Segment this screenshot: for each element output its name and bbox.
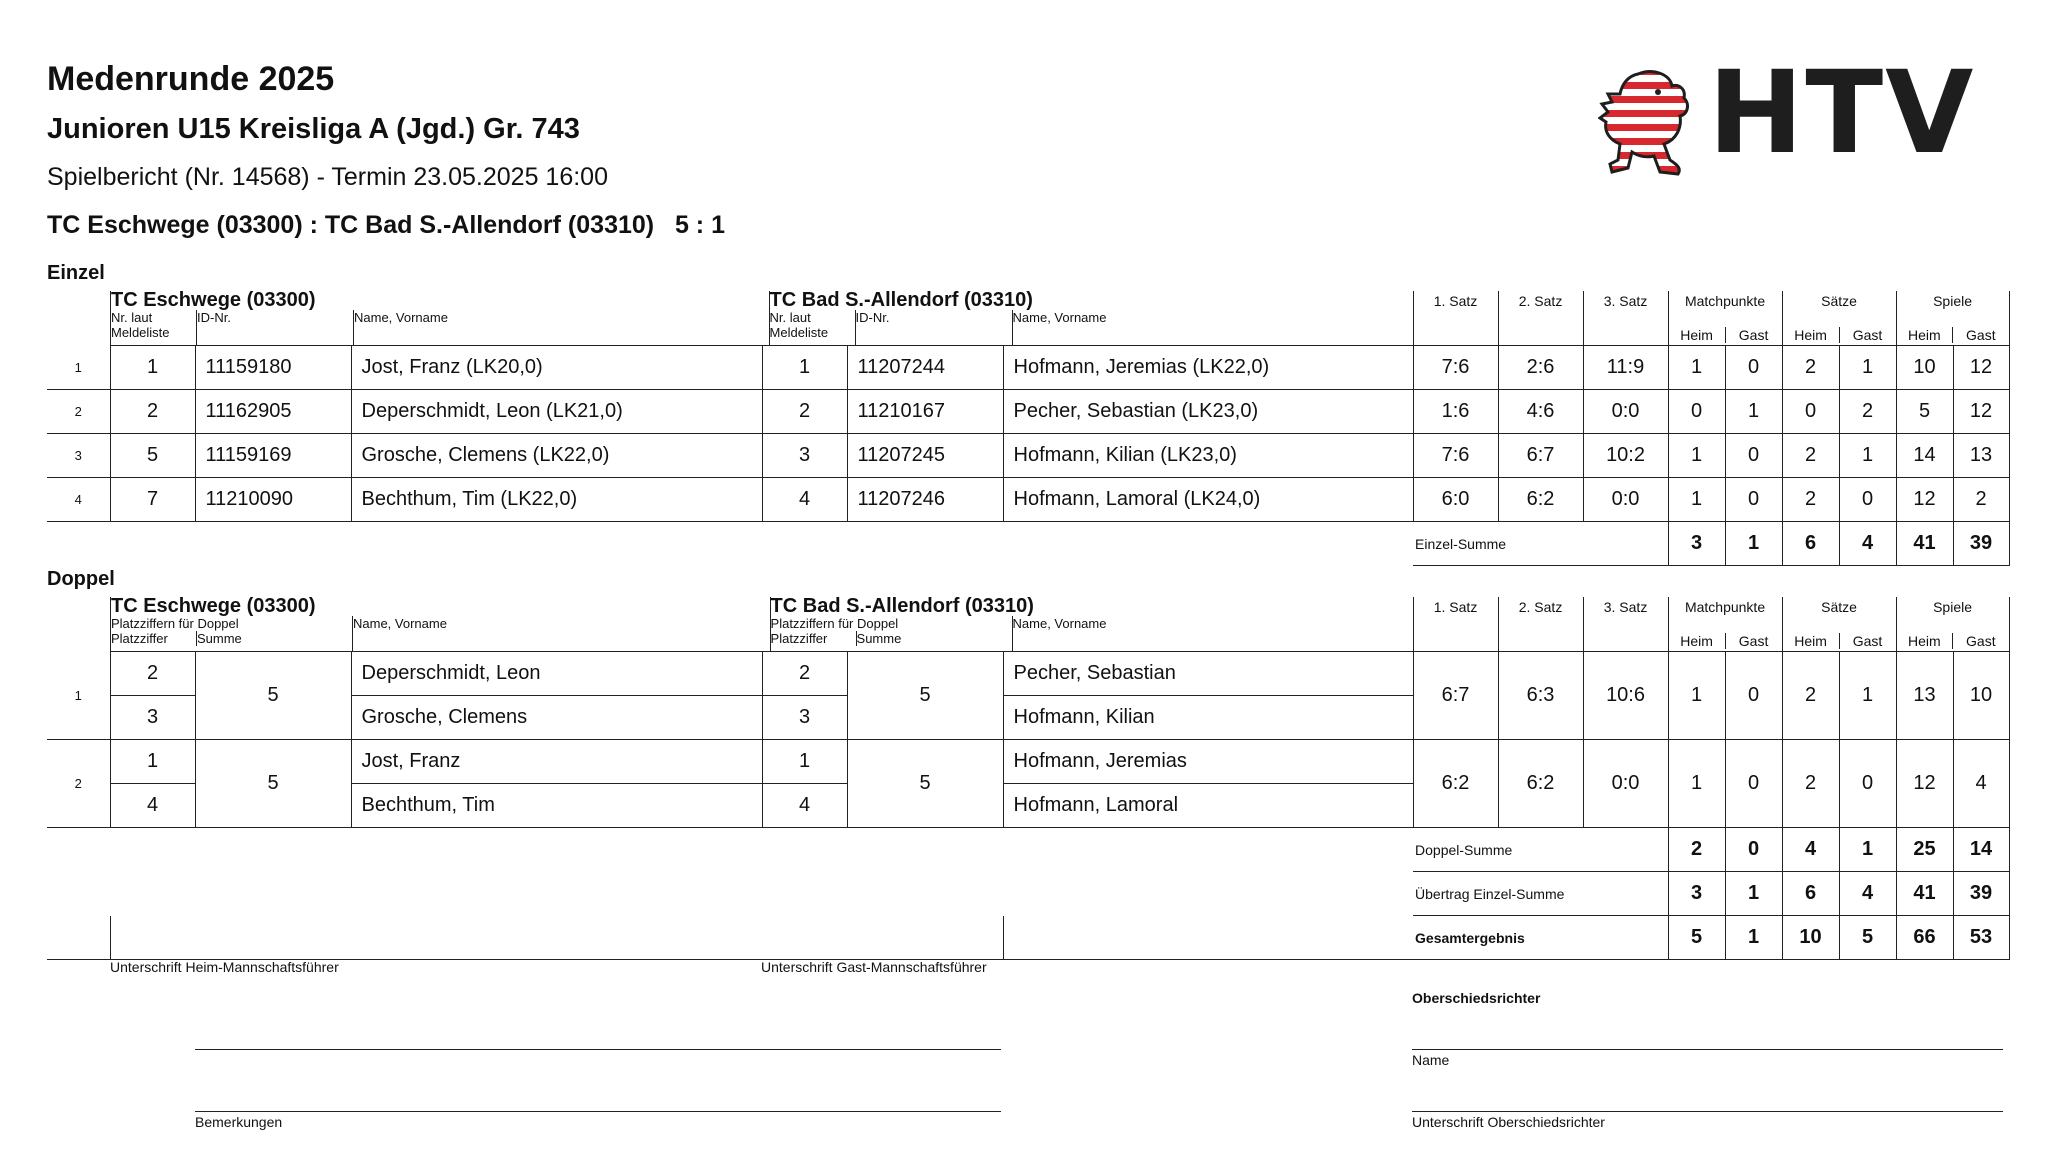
saetze-gast: 1 [1839,434,1896,478]
spiele-gast: 12 [1953,390,2009,434]
satz1-header: 1. Satz [1413,597,1498,652]
spiele-heim: 12 [1896,478,1953,522]
satz3-header: 3. Satz [1583,597,1668,652]
guest-team-name: TC Bad S.-Allendorf (03310) [770,597,1034,617]
heim-label: Heim [1680,327,1713,343]
guest-summe: 5 [847,740,1003,828]
uebertrag-row [47,872,2009,916]
matchpunkte-heim: 1 [1668,346,1725,390]
heim-label: Heim [1794,327,1827,343]
home-summe: 5 [195,652,351,740]
doppel-sum-mh: 2 [1668,828,1725,872]
home-name: Deperschmidt, Leon (LK21,0) [351,390,762,434]
guest-platz-2: 4 [762,784,847,828]
guest-name-2: Hofmann, Lamoral [1003,784,1413,828]
row-index: 4 [47,478,110,522]
saetze-heim: 2 [1782,434,1839,478]
uebertrag-mg: 1 [1725,872,1782,916]
platzziffern-label: Platzziffern für Doppel [770,616,899,631]
saetze-header [1782,291,1896,346]
row-index: 1 [47,346,110,390]
saetze-gast: 1 [1839,346,1896,390]
doppel-sum-sg: 1 [1839,828,1896,872]
einzel-sum-label: Einzel-Summe [1413,522,1668,566]
satz3: 0:0 [1583,390,1668,434]
doppel-row [47,652,2009,696]
page-title: Medenrunde 2025 [47,60,335,98]
guest-summe: 5 [847,652,1003,740]
ober-name-label: Name [1412,1052,1450,1068]
gast-label: Gast [1839,327,1896,343]
satz1: 6:2 [1413,740,1498,828]
einzel-sum-mh: 3 [1668,522,1725,566]
nr-laut-label: Nr. laut [111,310,153,325]
home-name: Grosche, Clemens (LK22,0) [351,434,762,478]
oberschiedsrichter-label: Oberschiedsrichter [1412,990,1541,1006]
spiele-header [1896,597,2009,652]
home-name-2: Grosche, Clemens [351,696,762,740]
guest-team-header [769,291,1413,345]
spiele-gast: 2 [1953,478,2009,522]
name-label: Name, Vorname [353,616,447,631]
guest-nr: 1 [762,346,847,390]
heim-label: Heim [1794,633,1827,649]
gast-label: Gast [1952,633,2009,649]
satz1: 6:7 [1413,652,1498,740]
id-nr-label: ID-Nr. [855,310,890,325]
gesamt-gh: 66 [1896,916,1953,960]
spiele-heim: 14 [1896,434,1953,478]
matchpunkte-gast: 1 [1725,390,1782,434]
doppel-sum-sh: 4 [1782,828,1839,872]
matchpunkte-gast: 0 [1725,740,1782,828]
satz2: 2:6 [1498,346,1583,390]
bemerkungen-line[interactable] [195,1111,1001,1112]
gesamt-sh: 10 [1782,916,1839,960]
spiele-heim: 12 [1896,740,1953,828]
spiele-heim: 5 [1896,390,1953,434]
saetze-heim: 2 [1782,478,1839,522]
lion-icon [1598,68,1698,178]
saetze-header [1782,597,1896,652]
guest-platz-2: 3 [762,696,847,740]
nr-laut-label: Nr. laut [769,310,811,325]
spiele-label: Spiele [1933,293,1973,309]
satz3-header: 3. Satz [1583,291,1668,346]
matchpunkte-heim: 1 [1668,434,1725,478]
einzel-sum-sg: 4 [1839,522,1896,566]
doppel-row [47,740,2009,784]
guest-id: 11210167 [847,390,1003,434]
name-label: Name, Vorname [354,310,448,325]
matchpunkte-gast: 0 [1725,346,1782,390]
satz2-header: 2. Satz [1498,597,1583,652]
einzel-sum-row [47,522,2009,566]
saetze-heim: 2 [1782,652,1839,740]
spiele-heim: 10 [1896,346,1953,390]
gesamt-gg: 53 [1953,916,2009,960]
saetze-gast: 0 [1839,478,1896,522]
home-name-2: Bechthum, Tim [351,784,762,828]
home-team-name: TC Eschwege (03300) [111,597,316,617]
doppel-table [47,597,2010,960]
satz2: 4:6 [1498,390,1583,434]
gesamt-mh: 5 [1668,916,1725,960]
guest-nr: 2 [762,390,847,434]
sig-home-label: Unterschrift Heim-Mannschaftsführer [110,959,339,975]
satz3: 0:0 [1583,478,1668,522]
platzziffern-label: Platzziffern für Doppel [111,616,239,631]
guest-name: Pecher, Sebastian (LK23,0) [1003,390,1413,434]
logo-text: HTV [1708,46,1976,179]
matchpunkte-label: Matchpunkte [1684,293,1766,309]
home-nr: 2 [110,390,195,434]
saetze-gast: 2 [1839,390,1896,434]
spiele-gast: 13 [1953,434,2009,478]
league-title: Junioren U15 Kreisliga A (Jgd.) Gr. 743 [47,113,580,145]
match-result: TC Eschwege (03300) : TC Bad S.-Allendorf (03310) 5 : 1 [47,211,725,239]
meldeliste-label: Meldeliste [769,325,829,340]
row-index: 1 [47,652,110,740]
matchpunkte-header [1668,291,1782,346]
home-name-1: Deperschmidt, Leon [351,652,762,696]
spiele-heim: 13 [1896,652,1953,740]
home-nr: 5 [110,434,195,478]
home-team-name: TC Eschwege (03300) [111,291,316,311]
home-nr: 7 [110,478,195,522]
saetze-label: Sätze [1821,599,1857,615]
gast-label: Gast [1725,327,1782,343]
guest-nr: 3 [762,434,847,478]
home-name: Bechthum, Tim (LK22,0) [351,478,762,522]
gesamt-label: Gesamtergebnis [1413,916,1668,960]
home-id: 11159169 [195,434,351,478]
guest-name-1: Pecher, Sebastian [1003,652,1413,696]
uebertrag-sh: 6 [1782,872,1839,916]
satz3: 11:9 [1583,346,1668,390]
name-label: Name, Vorname [1012,616,1107,631]
home-id: 11162905 [195,390,351,434]
home-team-header [110,291,769,345]
home-name: Jost, Franz (LK20,0) [351,346,762,390]
id-nr-label: ID-Nr. [197,310,231,325]
meldeliste-label: Meldeliste [111,325,170,340]
satz2: 6:2 [1498,740,1583,828]
einzel-row [47,434,2009,478]
guest-platz-1: 2 [762,652,847,696]
guest-team-header-doppel [770,597,1413,651]
matchpunkte-heim: 0 [1668,390,1725,434]
home-id: 11210090 [195,478,351,522]
gesamt-sg: 5 [1839,916,1896,960]
heim-label: Heim [1907,327,1941,343]
guest-name: Hofmann, Lamoral (LK24,0) [1003,478,1413,522]
report-info: Spielbericht (Nr. 14568) - Termin 23.05.2025 16:00 [47,163,608,191]
spiele-gast: 10 [1953,652,2009,740]
home-nr: 1 [110,346,195,390]
heim-label: Heim [1680,633,1713,649]
summe-label: Summe [196,631,347,646]
einzel-sum-sh: 6 [1782,522,1839,566]
saetze-heim: 2 [1782,740,1839,828]
doppel-title: Doppel [47,568,115,590]
row-index: 2 [47,740,110,828]
gast-label: Gast [1839,633,1896,649]
guest-name: Hofmann, Jeremias (LK22,0) [1003,346,1413,390]
satz1: 7:6 [1413,346,1498,390]
einzel-sum-gg: 39 [1953,522,2009,566]
home-platz-2: 4 [110,784,195,828]
guest-team-name: TC Bad S.-Allendorf (03310) [769,291,1033,311]
gesamt-mg: 1 [1725,916,1782,960]
guest-name: Hofmann, Kilian (LK23,0) [1003,434,1413,478]
saetze-gast: 0 [1839,740,1896,828]
uebertrag-gh: 41 [1896,872,1953,916]
saetze-heim: 2 [1782,346,1839,390]
satz1-header: 1. Satz [1413,291,1498,346]
name-label: Name, Vorname [1012,310,1107,325]
spiele-gast: 4 [1953,740,2009,828]
satz3: 10:2 [1583,434,1668,478]
matchpunkte-heim: 1 [1668,740,1725,828]
gast-label: Gast [1725,633,1782,649]
matchpunkte-heim: 1 [1668,478,1725,522]
home-id: 11159180 [195,346,351,390]
ober-name-line[interactable] [1412,1049,2003,1050]
saetze-heim: 0 [1782,390,1839,434]
matchpunkte-heim: 1 [1668,652,1725,740]
satz2-header: 2. Satz [1498,291,1583,346]
satz3: 10:6 [1583,652,1668,740]
sig-guest-label: Unterschrift Gast-Mannschaftsführer [761,959,987,975]
platzziffer-label: Platzziffer [111,631,168,646]
satz1: 7:6 [1413,434,1498,478]
guest-name-2: Hofmann, Kilian [1003,696,1413,740]
home-platz-1: 1 [110,740,195,784]
satz2: 6:3 [1498,652,1583,740]
doppel-sum-gg: 14 [1953,828,2009,872]
doppel-sum-gh: 25 [1896,828,1953,872]
einzel-table [47,291,2010,566]
spiele-label: Spiele [1933,599,1973,615]
satz3: 0:0 [1583,740,1668,828]
signature-line[interactable] [195,1049,1001,1050]
einzel-sum-gh: 41 [1896,522,1953,566]
bemerkungen-label: Bemerkungen [195,1114,283,1130]
guest-id: 11207244 [847,346,1003,390]
satz1: 1:6 [1413,390,1498,434]
saetze-label: Sätze [1821,293,1857,309]
satz2: 6:2 [1498,478,1583,522]
uebertrag-label: Übertrag Einzel-Summe [1413,872,1668,916]
matchpunkte-gast: 0 [1725,652,1782,740]
satz1: 6:0 [1413,478,1498,522]
guest-nr: 4 [762,478,847,522]
uebertrag-mh: 3 [1668,872,1725,916]
htv-logo [1598,46,2010,180]
platzziffer-label: Platzziffer [770,631,828,646]
home-team-header-doppel [110,597,770,651]
guest-name-1: Hofmann, Jeremias [1003,740,1413,784]
ober-sig-label: Unterschrift Oberschiedsrichter [1412,1114,1605,1130]
gast-label: Gast [1952,327,2009,343]
satz2: 6:7 [1498,434,1583,478]
summe-label: Summe [856,631,1007,646]
matchpunkte-label: Matchpunkte [1684,599,1766,615]
guest-platz-1: 1 [762,740,847,784]
matchpunkte-header [1668,597,1782,652]
gesamt-row [47,916,2009,960]
einzel-row [47,478,2009,522]
row-index: 2 [47,390,110,434]
guest-id: 11207246 [847,478,1003,522]
home-platz-1: 2 [110,652,195,696]
doppel-sum-label: Doppel-Summe [1413,828,1668,872]
spiele-header [1896,291,2009,346]
home-summe: 5 [195,740,351,828]
saetze-gast: 1 [1839,652,1896,740]
heim-label: Heim [1907,633,1941,649]
matchpunkte-gast: 0 [1725,434,1782,478]
home-name-1: Jost, Franz [351,740,762,784]
ober-sig-line[interactable] [1412,1111,2003,1112]
guest-id: 11207245 [847,434,1003,478]
row-index: 3 [47,434,110,478]
doppel-sum-mg: 0 [1725,828,1782,872]
home-platz-2: 3 [110,696,195,740]
einzel-row [47,390,2009,434]
einzel-title: Einzel [47,262,105,284]
matchpunkte-gast: 0 [1725,478,1782,522]
uebertrag-sg: 4 [1839,872,1896,916]
einzel-sum-mg: 1 [1725,522,1782,566]
spiele-gast: 12 [1953,346,2009,390]
uebertrag-gg: 39 [1953,872,2009,916]
doppel-sum-row [47,828,2009,872]
einzel-row [47,346,2009,390]
